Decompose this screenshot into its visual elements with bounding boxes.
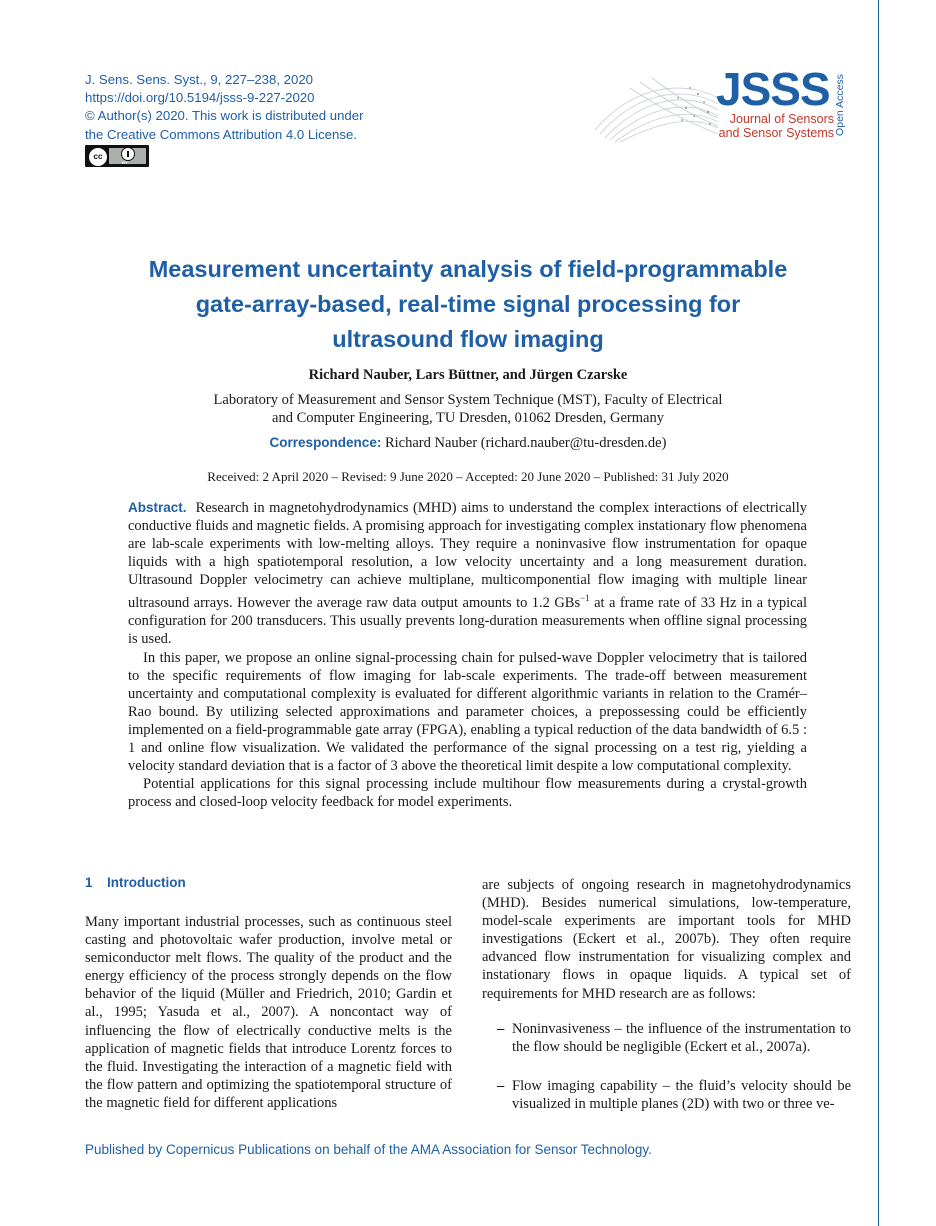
affiliation: Laboratory of Measurement and Sensor System Technique (MST), Faculty of Electrical and Computer Engineering, TU Dresden, 01062 Dresden, Germany bbox=[213, 392, 723, 426]
correspondence-text[interactable]: Richard Nauber (richard.nauber@tu-dresden.de) bbox=[384, 435, 667, 451]
citation-header bbox=[85, 71, 363, 144]
left-column bbox=[85, 913, 452, 1112]
cc-by-badge[interactable]: cc BY bbox=[85, 145, 149, 167]
abstract bbox=[128, 499, 807, 811]
abstract-paragraph: In this paper, we propose an online signal-processing chain for pulsed-wave Doppler velocimetry that is tailored to the specific requirements of flow imaging for lab-scale experiments. The trade-off between measurement uncertainty and computational complexity is evaluated for different algorithmic variants in relation to the Cramér–Rao bound. By utilizing selected approximations and parameter choices, a prepossessing could be efficiently implemented on a field-programmable gate array (FPGA), enabling a typical reduction of the data bandwidth of 6.5 : 1 and online flow visualization. We validated the performance of the signal processing on a test rig, yielding a velocity standard deviation that is a factor of 3 above the theoretical limit despite a low computational complexity. bbox=[128, 649, 807, 775]
abstract-paragraph: Potential applications for this signal processing include multihour flow measurements during a crystal-growth process and closed-loop velocity feedback for model experiments. bbox=[128, 776, 807, 811]
publication-dates: Received: 2 April 2020 – Revised: 9 June 2020 – Accepted: 20 June 2020 – Published: 31 July 2020 bbox=[207, 469, 729, 484]
body-paragraph: are subjects of ongoing research in magnetohydrodynamics (MHD). Besides numerical simulations, low-temperature, model-scale experiments are important tools for MHD investigations (Eckert et al., 2007b). They often require advanced flow instrumentation for visualizing complex and instationary flows in opaque liquids. A typical set of requirements for MHD research are as follows: bbox=[482, 877, 851, 1002]
license-link[interactable]: the Creative Commons Attribution 4.0 License. bbox=[85, 126, 357, 142]
cc-icon: cc bbox=[88, 147, 108, 167]
section-heading bbox=[85, 875, 186, 890]
doi-link[interactable]: https://doi.org/10.5194/jsss-9-227-2020 bbox=[85, 90, 315, 106]
abstract-paragraph: Abstract. Research in magnetohydrodynamics (MHD) aims to understand the complex interactions of electrically conductive fluids and magnetic fields. A promising approach for investigating complex instationary flow phenomena are lab-scale experiments with low-melting alloys. They require a noninvasive flow instrumentation for opaque liquids with a high spatiotemporal resolution, a low velocity uncertainty and a long measurement duration. Ultrasound Doppler velocimetry can achieve multiplane, multicomponential flow imaging with multiple linear ultrasound arrays. However the average raw data output amounts to 1.2 GBs$^{-1}$ at a frame rate of 33 Hz in a typical configuration for 200 transducers. This usually prevents long-duration measurements when offline signal processing is used. bbox=[128, 500, 807, 648]
journal-citation: J. Sens. Sens. Syst., 9, 227–238, 2020 bbox=[85, 72, 313, 87]
margin-rule bbox=[878, 0, 879, 1226]
body-paragraph: Many important industrial processes, such as continuous steel casting and photovoltaic wafer production, involve metal or semiconductor melt flows. The quality of the product and the energy efficiency of the process strongly depends on the flow behavior of the liquid (Müller and Friedrich, 2010; Gardin et al., 1995; Yasuda et al., 2007). A noncontact way of influencing the flow of electrically conductive melts is the application of magnetic fields that introduce Lorentz forces to the fluid. Investigating the interaction of a magnetic field with the flow pattern and optimizing the spatiotemporal structure of the magnetic field for different applications bbox=[85, 914, 452, 1111]
paper-title: Measurement uncertainty analysis of field-programmable gate-array-based, real-time signal processing for ultrasound flow imaging bbox=[148, 256, 788, 352]
open-access-label: Open Access bbox=[833, 74, 846, 136]
list-item: – Noninvasiveness – the influence of the instrumentation to the flow should be negligible (Eckert et al., 2007a). bbox=[497, 1021, 851, 1056]
person-icon bbox=[121, 147, 135, 161]
correspondence-label: Correspondence: bbox=[269, 435, 382, 450]
right-column bbox=[482, 876, 851, 1003]
abstract-label: Abstract. bbox=[128, 500, 187, 515]
authors: Richard Nauber, Lars Büttner, and Jürgen Czarske bbox=[308, 367, 628, 383]
journal-name: Journal of Sensors and Sensor Systems bbox=[718, 112, 834, 140]
journal-acronym: JSSS bbox=[716, 63, 830, 115]
list-item: – Flow imaging capability – the fluid’s velocity should be visualized in multiple planes (2D) with two or three ve- bbox=[497, 1078, 851, 1113]
section-number: 1 bbox=[85, 875, 93, 890]
publisher-footer: Published by Copernicus Publications on behalf of the AMA Association for Sensor Technology. bbox=[85, 1142, 652, 1157]
copyright-line: © Author(s) 2020. This work is distributed under bbox=[85, 108, 364, 124]
correspondence bbox=[0, 435, 936, 452]
section-title: Introduction bbox=[107, 875, 186, 890]
